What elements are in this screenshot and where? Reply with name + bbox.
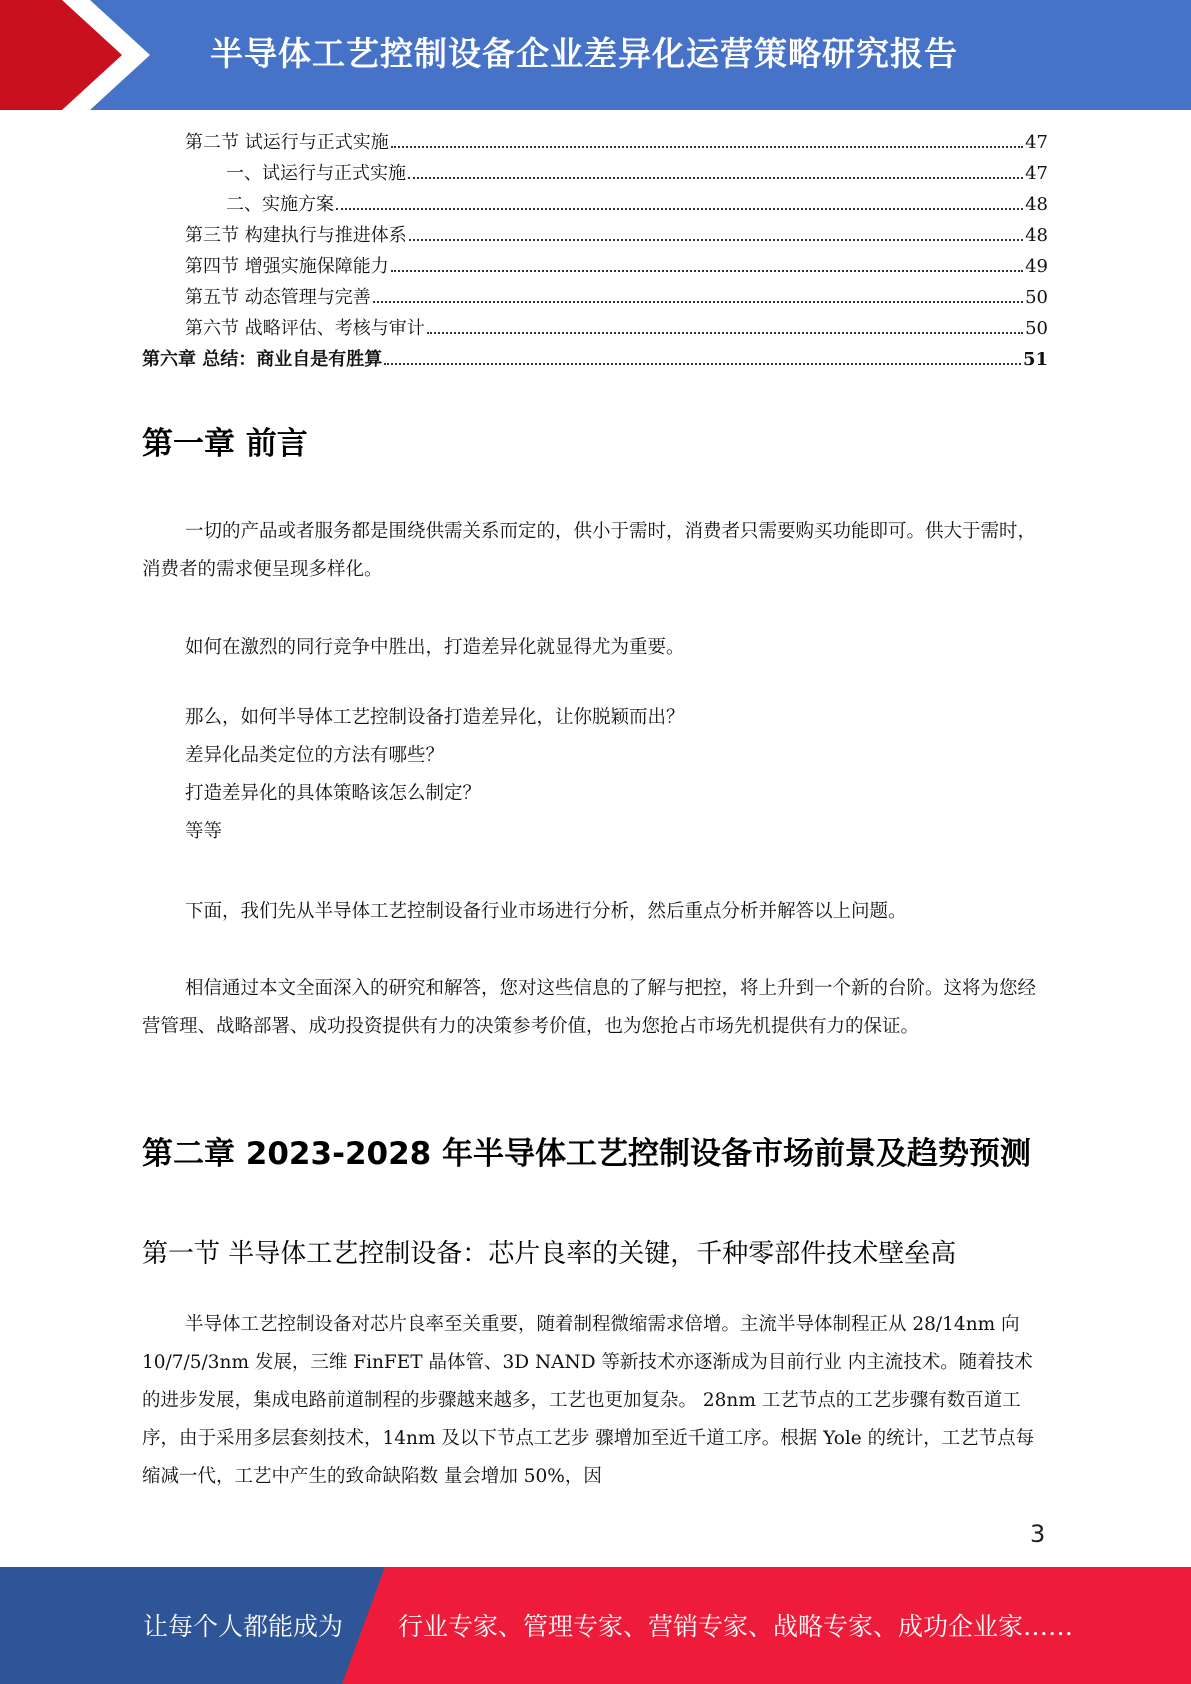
toc-entry[interactable] [142,128,1048,159]
toc-entry-page: 50 [1025,287,1048,308]
chapter-1-paragraph-4: 相信通过本文全面深入的研究和解答，您对这些信息的了解与把控，将上升到一个新的台阶。这将为您经营管理、战略部署、成功投资提供有力的决策参考价值，也为您抢占市场先机提供有力的保证。 [142,978,1037,1037]
chapter-1-paragraph-2: 如何在激烈的同行竞争中胜出，打造差异化就显得尤为重要。 [185,637,685,658]
toc-entry-label: 第六节 战略评估、考核与审计 [185,318,425,339]
table-of-contents [142,128,1048,376]
toc-entry-label: 第五节 动态管理与完善 [185,287,371,308]
toc-entry[interactable] [142,283,1048,314]
chapter-1-heading: 第一章 前言 [142,426,308,462]
chapter-1-paragraph-1: 一切的产品或者服务都是围绕供需关系而定的，供小于需时，消费者只需要购买功能即可。供大于需时，消费者的需求便呈现多样化。 [142,521,1037,580]
toc-entry-page: 48 [1025,225,1048,246]
footer-slogan-right: 行业专家、管理专家、营销专家、战略专家、成功企业家…… [398,1612,1074,1641]
toc-entry-page: 48 [1025,194,1048,215]
toc-entry-page: 50 [1025,318,1048,339]
toc-entry[interactable] [142,159,1048,190]
chapter-2-heading: 第二章 2023-2028 年半导体工艺控制设备市场前景及趋势预测 [142,1136,1032,1172]
section-1-heading: 第一节 半导体工艺控制设备：芯片良率的关键，千种零部件技术壁垒高 [142,1239,957,1269]
toc-leader-dots [384,363,1021,365]
toc-leader-dots [408,177,1023,179]
toc-entry[interactable] [142,252,1048,283]
toc-leader-dots [427,332,1023,334]
section-1-paragraph-1: 半导体工艺控制设备对芯片良率至关重要，随着制程微缩需求倍增。主流半导体制程正从 28/14nm 向 10/7/5/3nm 发展，三维 FinFET 晶体管、3D NAND 等新技术亦逐渐成为目前行业 内主流技术。随着技术的进步发展，集成电路前道制程的步骤越来越多，工艺也更加复杂。 28nm 工艺节点的工艺步骤有数百道工序，由于采用多层套刻技术，14nm 及以下节点工艺步 骤增加至近千道工序。根据 Yole 的统计，工艺节点每缩减一代，工艺中产生的致命缺陷数 量会增加 50%，因 [142,1314,1035,1487]
page-footer [0,1567,1191,1684]
chapter-1-question-3: 打造差异化的具体策略该怎么制定？ [185,783,482,804]
footer-slogan-left: 让每个人都能成为 [143,1612,344,1641]
toc-entry-page: 47 [1025,132,1048,153]
chapter-1-question-2: 差异化品类定位的方法有哪些？ [185,745,445,766]
toc-leader-dots [391,270,1023,272]
header-title: 半导体工艺控制设备企业差异化运营策略研究报告 [210,34,958,73]
toc-entry[interactable] [142,314,1048,345]
toc-entry-label: 第三节 构建执行与推进体系 [185,225,407,246]
toc-entry-page: 47 [1025,163,1048,184]
chapter-1-question-4: 等等 [185,821,223,842]
toc-entry-label: 第四节 增强实施保障能力 [185,256,389,277]
toc-leader-dots [409,239,1023,241]
toc-entry-label: 二、实施方案 [226,194,334,215]
toc-leader-dots [373,301,1023,303]
toc-leader-dots [391,146,1023,148]
toc-entry-page: 51 [1022,349,1048,370]
chapter-1-question-1: 那么，如何半导体工艺控制设备打造差异化，让你脱颖而出？ [185,707,685,728]
toc-entry-label: 第二节 试运行与正式实施 [185,132,389,153]
toc-entry-chapter[interactable] [142,345,1048,376]
toc-entry-label: 第六章 总结：商业自是有胜算 [142,349,383,370]
toc-entry[interactable] [142,221,1048,252]
toc-entry-page: 49 [1025,256,1048,277]
chapter-1-paragraph-3: 下面，我们先从半导体工艺控制设备行业市场进行分析，然后重点分析并解答以上问题。 [185,901,907,922]
header-chevron-graphic [0,0,160,110]
toc-entry[interactable] [142,190,1048,221]
page-header [0,0,1191,110]
toc-entry-label: 一、试运行与正式实施 [226,163,406,184]
toc-leader-dots [336,208,1023,210]
page-number: 3 [1030,1520,1046,1548]
